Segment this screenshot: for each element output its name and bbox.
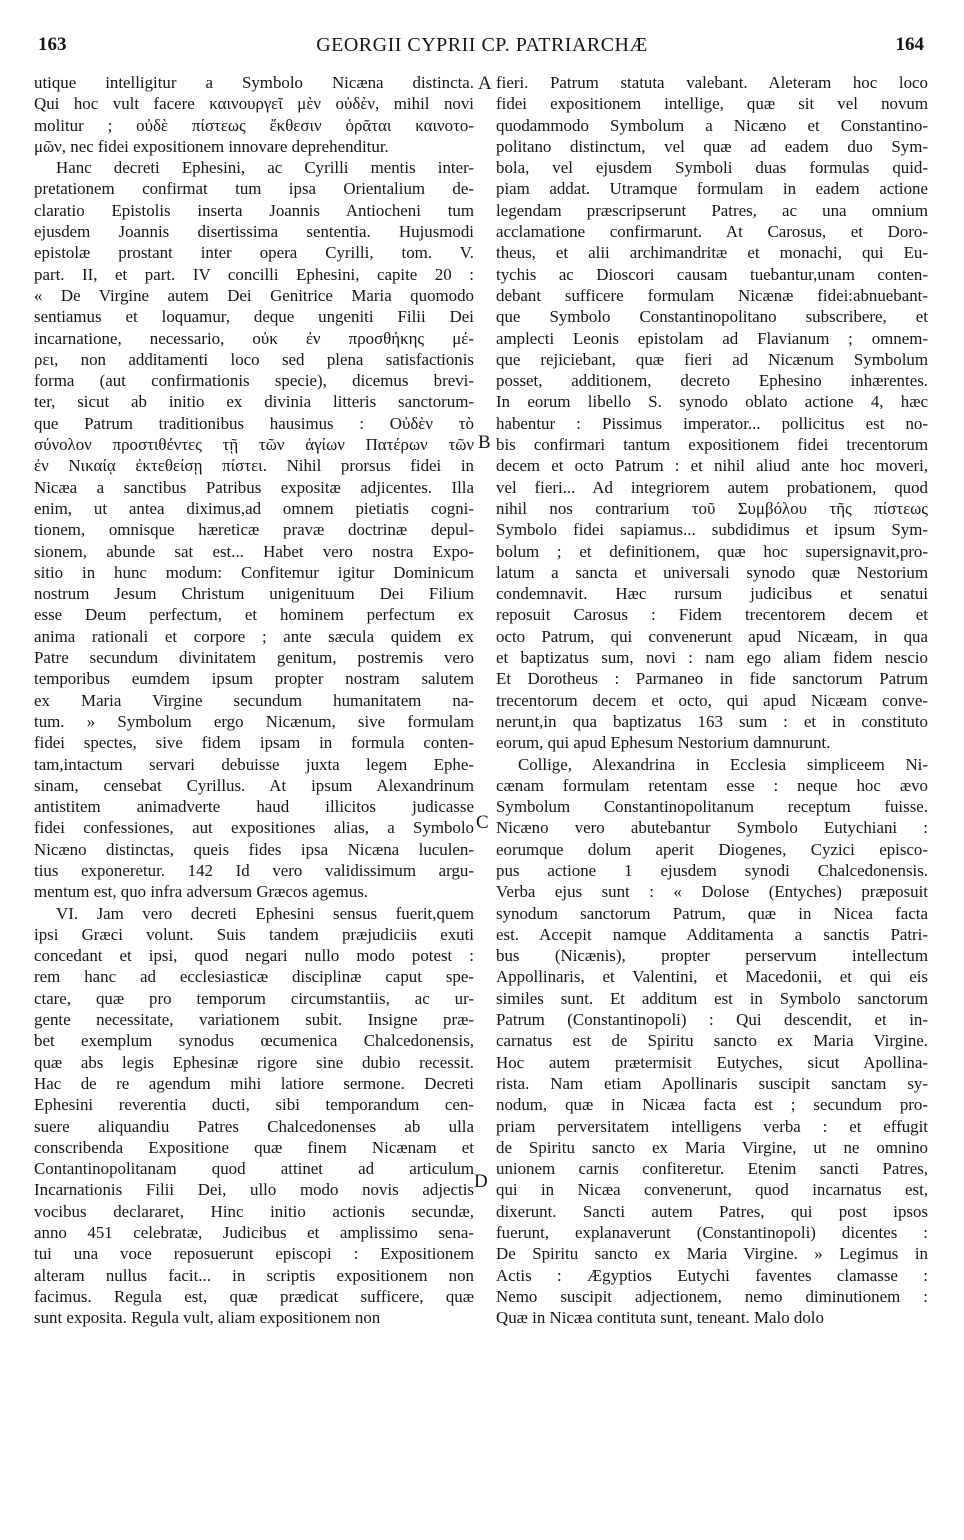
text-line: Symbolo fidei sapiamus... subdidimus et ipsum Sym-	[496, 520, 928, 540]
text-line: « De Virgine autem Dei Genitrice Maria quomodo	[34, 285, 474, 305]
left-text-column	[34, 72, 474, 1329]
margin-marker-b: B	[478, 432, 491, 453]
text-line: temporibus eumdem ipsum propter nostram salutem	[34, 669, 474, 689]
text-line: carnatus est de Spiritu sancto ex Maria Virgine.	[496, 1031, 928, 1051]
text-line: bolum ; et definitionem, quæ hoc supersignavit,pro-	[496, 541, 928, 561]
text-line: Et Dorotheus : Parmaneo in fide sanctorum Patrum	[496, 669, 928, 689]
text-line: sinam, censebat Cyrillus. At ipsum Alexandrinum	[34, 775, 474, 795]
text-line: octo Patrum, qui convenerunt apud Nicæam, in qua	[496, 626, 928, 646]
text-line: Nicæno vero abutebantur Symbolo Eutychiani :	[496, 818, 928, 838]
text-line: molitur ; οὐδὲ πίστεως ἔκθεσιν ὁρᾶται καινοτο-	[34, 115, 474, 135]
text-line: Patrum (Constantinopoli) : Qui descendit, et in-	[496, 1010, 928, 1030]
text-line: ipsi Græci volunt. Suis tandem præjudiciis exuti	[34, 924, 474, 944]
text-line: qui in Nicæa convenerunt, quod incarnatus est,	[496, 1180, 928, 1200]
text-line: Nemo suscipit adjectionem, nemo diminutionem :	[496, 1286, 928, 1306]
text-line: tui una voce reposuerunt episcopi : Expositionem	[34, 1244, 474, 1264]
text-line: de Spiritu sancto ex Maria Virgine, ut ne omnino	[496, 1137, 928, 1157]
text-line: concedant et ipsi, quod negari nullo modo potest :	[34, 946, 474, 966]
text-line: pretationem confirmat tum ipsa Orientalium de-	[34, 179, 474, 199]
margin-marker-d: D	[474, 1171, 488, 1192]
text-line: mentum est, quo infra adversum Græcos agemus.	[34, 882, 368, 902]
text-line: sionem, abunde sat est... Habet vero nostra Expo-	[34, 541, 474, 561]
text-line: alteram nullus facit... in scriptis expositionem non	[34, 1265, 474, 1285]
text-line: nerunt,in qua baptizatus 163 sum : et in constituto	[496, 711, 928, 731]
text-line: eorum, qui apud Ephesum Nestorium damnurunt.	[496, 733, 831, 753]
text-line: Hac de re agendum mihi latiore sermone. Decreti	[34, 1073, 474, 1093]
text-line: Incarnationis Filii Dei, ullo modo novis adjectis	[34, 1180, 474, 1200]
text-line: Contantinopolitanam quod attinet ad articulum	[34, 1159, 474, 1179]
text-line: et baptizatus sum, novi : nam ego aliam fidem nescio	[496, 648, 928, 668]
text-line: fieri. Patrum statuta valebant. Aleteram hoc loco	[496, 73, 928, 92]
text-line: suere aliquandiu Patres Chalcedonenses ab ulla	[34, 1116, 474, 1136]
text-line: Nicæa a sanctibus Patribus expositæ adjicentes. Illa	[34, 477, 474, 497]
text-line: latum a sancta et universali synodo quæ Nestorium	[496, 562, 928, 582]
text-line: vocibus declararet, Hinc initio actionis secundæ,	[34, 1201, 474, 1221]
text-line: incarnatione, necessario, οὐκ ἐν προσθήκης μέ-	[34, 328, 474, 348]
text-line: Patre secundum divinitatem genitum, postremis vero	[34, 648, 474, 668]
text-line: fidei expositionem intellige, quæ sit vel novum	[496, 94, 928, 114]
text-line: rem hanc ad ecclesiasticæ disciplinæ caput spe-	[34, 967, 474, 987]
text-line: cænam formulam retentam esse : neque hoc ævo	[496, 775, 928, 795]
text-line: Quæ in Nicæa contituta sunt, teneant. Malo dolo	[496, 1308, 824, 1328]
text-line: sentiamus et loquamur, deque ungeniti Filii Dei	[34, 307, 474, 327]
text-line: anno 451 celebratæ, Judicibus et amplissimo sena-	[34, 1223, 474, 1243]
margin-marker-a: A	[478, 73, 492, 94]
text-line: epistolæ prostant inter opera Cyrilli, tom. V.	[34, 243, 474, 263]
text-line: ejusdem Joannis disertissima sententia. Hujusmodi	[34, 222, 474, 242]
text-line: politano distinctum, vel quæ ad eadem duo Sym-	[496, 136, 928, 156]
text-line: ctare, quæ pro temporum circumstantiis, ac ur-	[34, 988, 474, 1008]
text-line: part. II, et part. IV concilli Ephesini, capite 20 :	[34, 264, 474, 284]
text-line: piam addat. Utramque formulam in eadem actione	[496, 179, 928, 199]
text-line: trecentorum decem et octo, qui apud Nicæam conve-	[496, 690, 928, 710]
text-line: ter, sicut ab initio ex divinia litteris sanctorum-	[34, 392, 474, 412]
text-line: Hoc autem prætermisit Eutyches, sicut Apollina-	[496, 1052, 928, 1072]
text-line: bet exemplum synodus œcumenica Chalcedonensis,	[34, 1031, 474, 1051]
text-line: quæ abs legis Ephesinæ rigore sine dubio recessit.	[34, 1052, 474, 1072]
text-line: pus actione 1 ejusdem synodi Chalcedonensis.	[496, 860, 928, 880]
text-line: legendam præscripserunt Patres, ac una omnium	[496, 200, 928, 220]
text-line: bus (Nicænis), propter perservum intellectum	[496, 946, 928, 966]
text-line: ρει, non additamenti loco sed plena satisfactionis	[34, 349, 474, 369]
text-line: anima rationali et corpore ; ante sæcula quidem ex	[34, 626, 474, 646]
text-line: decem et octo Patrum : et nihil aliud ante hoc moveri,	[496, 456, 928, 476]
text-line: dixerunt. Sancti autem Patres, qui post ipsos	[496, 1201, 928, 1221]
text-line: fidei confessiones, aut expositiones alias, a Symbolo	[34, 818, 474, 838]
text-line: acclamatione confirmarunt. At Carosus, et Doro-	[496, 222, 928, 242]
text-line: ἐν Νικαίᾳ ἐκτεθείσῃ πίστει. Nihil prorsus fidei in	[34, 456, 474, 476]
text-line: tychis ac Dioscori causam tuebantur,unam conten-	[496, 264, 928, 284]
text-line: esse Deum perfectum, et hominem perfectum ex	[34, 605, 474, 625]
text-line: tius exponeretur. 142 Id vero validissimum argu-	[34, 860, 474, 880]
text-line: habentur : Pissimus imperator... pollicitus est no-	[496, 413, 928, 433]
text-line: conscribenda Expositione quæ finem Nicænam et	[34, 1137, 474, 1157]
left-page-number: 163	[38, 34, 67, 55]
text-line: Appollinaris, et Valentini, et Macedonii, et qui eis	[496, 967, 928, 987]
text-line: fuerunt, explanaverunt (Constantinopoli) dicentes :	[496, 1223, 928, 1243]
text-line: que Patrum traditionibus hausimus : Οὐδὲν τὸ	[34, 413, 474, 433]
text-line: que rejiciebant, quæ fieri ad Nicænum Symbolum	[496, 349, 928, 369]
text-line: bola, vel ejusdem Symboli duas formulas quid-	[496, 158, 928, 178]
text-line: debant sufficere formulam Nicænæ fidei:abnuebant-	[496, 285, 928, 305]
text-line: Hanc decreti Ephesini, ac Cyrilli mentis inter-	[56, 158, 474, 178]
right-page-number: 164	[895, 34, 924, 55]
text-line: bis confirmari tantum expositionem fidei trecentorum	[496, 435, 928, 455]
text-line: unionem carnis confiteretur. Etenim sancti Patres,	[496, 1159, 928, 1179]
text-line: Nicæno distinctas, queis fides ipsa Nicæna luculen-	[34, 839, 474, 859]
text-line: tam,intactum servari debuisse juxta legem Ephe-	[34, 754, 474, 774]
text-line: nostrum Jesum Christum unigenituum Dei Filium	[34, 584, 474, 604]
text-line: tum. » Symbolum ergo Nicænum, sive formulam	[34, 711, 474, 731]
text-line: forma (aut confirmationis specie), dicemus brevi-	[34, 371, 474, 391]
text-line: eorumque dolum aperit Diogenes, Cyzici episco-	[496, 839, 928, 859]
text-line: VI. Jam vero decreti Ephesini sensus fuerit,quem	[56, 903, 474, 923]
text-line: nihil nos contrarium τοῦ Συμβόλου τῆς πίστεως	[496, 498, 928, 518]
text-line: In eorum libello S. synodo oblato actione 4, hæc	[496, 392, 928, 412]
text-line: sunt exposita. Regula vult, aliam expositionem non	[34, 1308, 381, 1328]
text-line: antistitem animadverte haud illicitos judicasse	[34, 797, 474, 817]
margin-marker-c: C	[476, 812, 489, 833]
text-line: utique intelligitur a Symbolo Nicæna distincta.	[34, 73, 474, 92]
text-line: Verba ejus sunt : « Dolose (Entyches) præposuit	[496, 882, 928, 902]
text-line: Qui hoc vult facere καινουργεῖ μὲν οὐδὲν, mihil novi	[34, 94, 474, 114]
text-line: quodammodo Symbolum a Nicæno et Constantino-	[496, 115, 928, 135]
text-line: similes sunt. Et additum est in Symbolo sanctorum	[496, 988, 928, 1008]
text-line: enim, ut antea diximus,ad omnem pietiatis cogni-	[34, 498, 474, 518]
text-line: est. Accepit namque Additamenta a sanctis Patri-	[496, 924, 928, 944]
text-line: condemnavit. Hæc rursum judicibus et senatui	[496, 584, 928, 604]
text-line: synodum sanctorum Patrum, quæ in Nicea facta	[496, 903, 928, 923]
text-line: Ephesini reverentia ducti, sibi temporandum cen-	[34, 1095, 474, 1115]
text-line: priam perversitatem intelligens verba : et effugit	[496, 1116, 928, 1136]
text-line: claratio Epistolis inserta Joannis Antiocheni tum	[34, 200, 474, 220]
right-text-column	[496, 72, 928, 1329]
text-line: theus, et alii archimandritæ et monachi, qui Eu-	[496, 243, 928, 263]
running-title: GEORGII CYPRII CP. PATRIARCHÆ	[316, 34, 648, 56]
text-line: amplecti Leonis epistolam ad Flavianum ; omnem-	[496, 328, 928, 348]
text-line: posset, additionem, decreto Ephesino inhærentes.	[496, 371, 928, 391]
text-line: Collige, Alexandrina in Ecclesia simpliceem Ni-	[518, 754, 928, 774]
text-line: reposuit Carosus : Fidem trecentorem decem et	[496, 605, 928, 625]
text-line: ex Maria Virgine secundum humanitatem na-	[34, 690, 474, 710]
text-line: tionem, omnisque hæreticæ pravæ doctrinæ depul-	[34, 520, 474, 540]
text-line: nodum, quæ in Nicæa facta est ; secundum pro-	[496, 1095, 928, 1115]
text-line: rista. Nam etiam Apollinaris suscipit sanctam sy-	[496, 1073, 928, 1093]
running-header	[0, 34, 964, 64]
text-line: μῶν, nec fidei expositionem innovare deprehenditur.	[34, 136, 389, 156]
text-line: De Spiritu sancto ex Maria Virgine. » Legimus in	[496, 1244, 928, 1264]
text-line: fidei spectes, sive fidem ipsam in formula conten-	[34, 733, 474, 753]
text-line: vel fieri... Ad integriorem autem probationem, quod	[496, 477, 928, 497]
text-line: facimus. Regula est, quæ prædicat sufficere, quæ	[34, 1286, 474, 1306]
text-line: sitio in hunc modum: Confitemur igitur Dominicum	[34, 562, 474, 582]
text-line: Symbolum Constantinopolitanum receptum fuisse.	[496, 797, 928, 817]
text-line: gente necessitate, variationem subit. Insigne præ-	[34, 1010, 474, 1030]
text-line: que Symbolo Constantinopolitano subscribere, et	[496, 307, 928, 327]
text-line: Actis : Ægyptios Eutychi faventes clamasse :	[496, 1265, 928, 1285]
text-line: σύνολον προστιθέντες τῇ τῶν ἁγίων Πατέρων τῶν	[34, 435, 474, 455]
